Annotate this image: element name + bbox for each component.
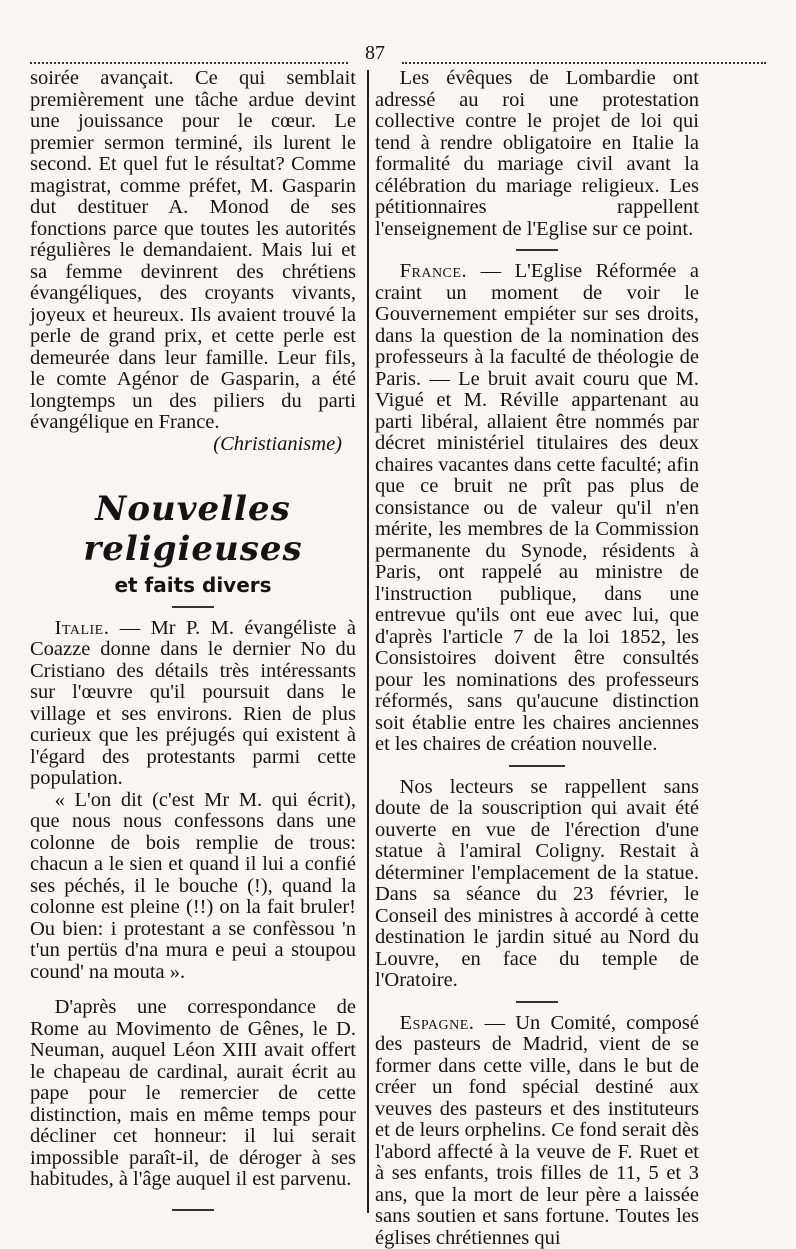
separator [172,606,214,608]
espagne-text: — Un Comité, composé des pasteurs de Madrid, vient de se former dans cette ville, dans le but de créer un fond spécial destiné aux veuves des pasteurs et des instituteurs et de leurs orphelins. Ce fond serait dès l'abord affecté à la veuve de F. Ruet et à ses enfants, trois filles de 11, 5 et 3 ans, que la mort de leur père a laissée sans soutien et sans fortune. Toutes les églises chrétiennes qui [375,1012,699,1249]
header-rule-right [402,62,766,64]
france-text: — L'Eglise Réformée a craint un moment de voir le Gouvernement empiéter sur ses droits, dans la question de la nomination des professeurs à la faculté de théologie de Paris. — Le bruit avait couru que M. Vigué et M. Réville appartenant au parti libéral, allaient être nommés par décret ministériel titulaires des deux chaires vacantes dans cette faculté; afin que ce bruit ne prît pas plus de consistance ou de valeur qu'il n'en mérite, les membres de la Commission permanente du Synode, résidents à Paris, ont rappelé au ministre de l'instruction publique, dans une entrevue qu'ils ont eue avec lui, que d'après l'article 7 de la loi 1852, les Consistoires doivent être consultés pour les nominations des professeurs réformés, sans qu'aucune distinction soit établie entre les chaires anciennes et les chaires de création nouvelle. [375,260,699,755]
italie-label: Italie. [55,617,110,639]
page-header [30,40,766,60]
coligny-paragraph: Nos lecteurs se rappellent sans doute de la souscription qui avait été ouverte en vue de l'érection d'une statue à l'amiral Coligny. Restait à déterminer l'emplacement de la statue. Dans sa séance du 23 février, le Conseil des ministres à accordé à cette destination le jardin situé au Nord du Louvre, en face du temple de l'Oratoire. [375,777,699,992]
espagne-label: Espagne. [400,1012,475,1034]
source-citation: (Christianisme) [30,434,356,456]
header-rule-left [30,62,348,64]
gasparin-paragraph: soirée avançait. Ce qui semblait premièrement une tâche ardue devint une jouissance pour le cœur. Le premier sermon terminé, ils lurent le second. Et quel fut le résultat? Comme magistrat, comme préfet, M. Gasparin dut destituer A. Monod de ses fonctions parce que toutes les autorités régulières le demandaient. Mais lui et sa femme devinrent des chrétiens évangéliques, des croyants vivants, joyeux et heureux. Ils avaient trouvé la perle de grand prix, et cette perle est demeurée dans leur famille. Leur fils, le comte Agénor de Gasparin, a été longtemps un des piliers du parti évangélique en France. [30,68,356,434]
section-title: Nouvelles religieuses [30,489,356,569]
separator [516,1001,558,1003]
rome-paragraph: D'après une correspondance de Rome au Movimento de Gênes, le D. Neuman, auquel Léon XIII avait offert le chapeau de cardinal, aurait écrit au pape pour le remercier de cette distinction, mais en même temps pour décliner cet honneur: il lui serait impossible paraît-il, de déroger à ses habitudes, à l'âge auquel il est parvenu. [30,997,356,1191]
italie-text: — Mr P. M. évangéliste à Coazze donne dans le dernier No du Cristiano des détails très intéressants sur l'œuvre qu'il poursuit dans le village et ses environs. Rien de plus curieux que les préjugés qui existent à l'égard des protestants parmi cette population. [30,617,356,790]
column-divider [367,70,369,1213]
left-column [30,68,356,1221]
page-number: 87 [348,42,402,65]
italie-paragraph [30,618,356,790]
separator [509,765,565,767]
france-label: France. [400,260,467,282]
espagne-paragraph [375,1013,699,1249]
separator [516,249,558,251]
france-paragraph [375,261,699,756]
right-column [375,68,699,1249]
separator [172,1209,214,1211]
lombardie-paragraph: Les évêques de Lombardie ont adressé au roi une protestation collective contre le projet de loi qui tend à rendre obligatoire en Italie la formalité du mariage civil avant la célébration du mariage religieux. Les pétitionnaires rappellent l'enseignement de l'Eglise sur ce point. [375,68,699,240]
quote-paragraph: « L'on dit (c'est Mr M. qui écrit), que nous nous confessons dans une colonne de bois remplie de trous: chacun a le sien et quand il lui a confié ses péchés, il le bouche (!), quand la colonne est pleine (!!) on la fait bruler! Ou bien: i protestant a se confèssou 'n t'un pertüs d'na mura e peui a stoupou cound' na mouta ». [30,790,356,984]
section-subtitle: et faits divers [30,575,356,597]
